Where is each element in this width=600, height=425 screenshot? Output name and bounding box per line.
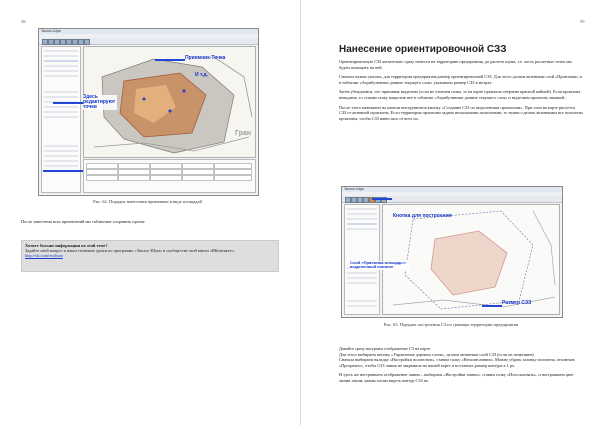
callout-create-button: Кнопка для построения: [393, 213, 452, 219]
paragraph: Давайте сразу настроим отображение СЗ на карте.: [339, 346, 432, 351]
figure-62-screenshot: [38, 28, 259, 196]
paragraph: Сначала выбираем вкладку «Настройки полигонов», ставим галку «Неполнолинии». Можно убрать заливку полигона, отключив «Прозрачно», чтобы СЗЗ линия не закрывала на нашей карте и поставить размер контура в 1 рх.: [339, 357, 575, 368]
figure-63-screenshot: [341, 186, 563, 318]
paragraph: Ориентировочную СЗЗ желательно сразу нанести на территорию предприятия, до расчета шума, т.е. часть расчетных точек мы будем помещать на ней.: [339, 59, 572, 70]
paragraph: После этого нажимаем на панели инструментов кнопку «Создание СЗЗ по выделенным промзонам». При этом на карте рисуется СЗЗ от активной промзоны. Если территория промзоны задана несколькими полигонами, то нужно сделать активными все полигоны промзоны, чтобы СЗЗ нанеслась от всех их.: [339, 104, 583, 121]
page-number-left: 58: [21, 19, 26, 24]
callout-arrow: [43, 170, 83, 172]
info-box-link[interactable]: http://vk.com/ecohum: [25, 253, 63, 259]
toolbar: [39, 38, 258, 45]
callout-layer: Слой «Приемник-площадь»: выделенный полигон: [350, 261, 410, 270]
figure-63-caption: Рис. 63. Порядок построения СЗ по границы территории предприятия: [383, 322, 519, 327]
page-number-right: 59: [580, 19, 585, 24]
paragraph: Затем убеждаемся, что приемник выделена (если не отмечен галка, то на карте промзона очерчена красной каймой). Если промзона невидима, то ставим галку напротив нее в табличке «Атрибутивные данные текущего слоя» и выделяем промзону мышкой.: [339, 89, 581, 100]
body-text-top: [339, 59, 583, 125]
paragraph: Сначала нужно указать, для территории предприятия размер ориентировочной СЗЗ. Для этого делаем активным слой «Промзоны» и в табличке «Атрибутивные данные текущего слоя» указываем размер СЗЗ в метрах.: [339, 74, 582, 85]
callout-arrow: [482, 305, 502, 307]
figure-62-caption: Рис. 62. Порядок нанесения приемника в виде площадей: [93, 199, 202, 204]
callout-arrow: [372, 198, 392, 200]
info-box-text: Задайте свой вопрос и наши техновые уроки по программе «Эколог-Шум» в сообществе этой книги «ВКонтакте»:: [25, 248, 235, 254]
callout-arrow: [53, 102, 83, 104]
section-heading: Нанесение ориентировочной СЗЗ: [339, 44, 507, 55]
callout-zone-size: Размер СЗЗ: [502, 300, 532, 306]
attributes-table: [83, 159, 256, 193]
toolbar-button[interactable]: [84, 39, 90, 45]
info-box: [21, 240, 279, 272]
paragraph: Для этого выбираем кнопку «Управление деревом слоев», делаем активным слой СЗЗ (если он неактивен).: [339, 351, 535, 357]
right-page: [301, 0, 600, 425]
callout-receiver-point: Приемник-Точка: [185, 55, 226, 61]
window-title: Эколог-Шум: [39, 29, 258, 34]
paragraph: И здесь же настраиваем отображение линии – выбираем «Настройки линии», ставим галку «Использовать», и настраиваем цвет линии таким, каким хотим видеть контур СЗЗ на: [339, 372, 574, 383]
callout-etc: И т.д.: [195, 72, 208, 78]
after-figure-text: После занесения всех приемлений мы табличные сохранить проект.: [21, 219, 146, 224]
window-title: Эколог-Шум: [342, 187, 562, 192]
map-drawing: [383, 205, 559, 314]
callout-arrow: [155, 59, 185, 61]
info-box-lead: Хотите больше информации по этой теме?: [25, 243, 108, 248]
callout-boundary: Гран: [235, 130, 252, 137]
map-view[interactable]: [382, 204, 560, 315]
callout-edit-points: Здесь редактируют точки: [83, 94, 116, 110]
body-text-bottom: [339, 346, 583, 384]
